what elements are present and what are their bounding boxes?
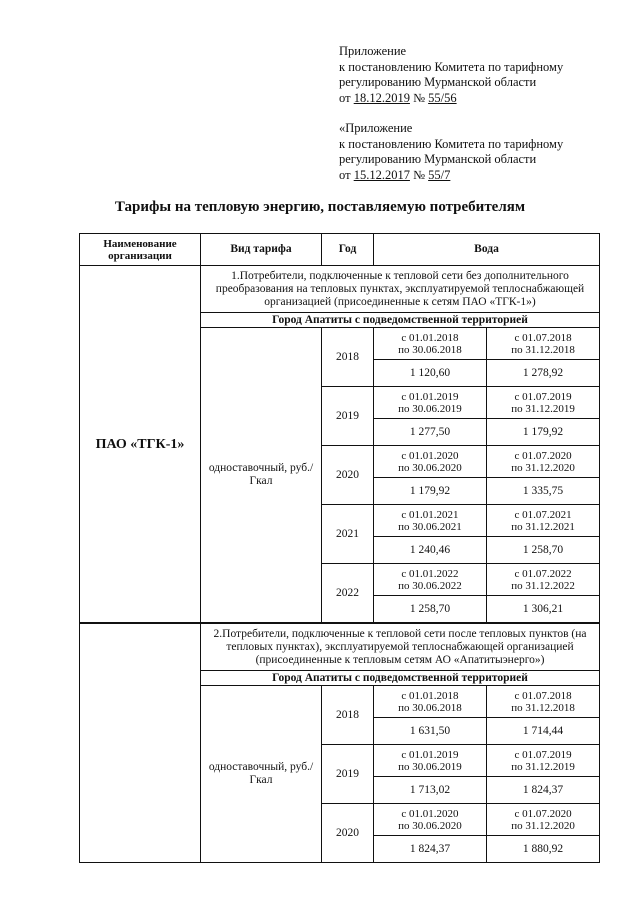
tariff-value-first-half: 1 258,70: [374, 596, 487, 624]
appendix-block-previous: [339, 121, 624, 183]
tariff-type-cell: одноставочный, руб./Гкал: [201, 328, 322, 624]
tariff-value-first-half: 1 120,60: [374, 360, 487, 387]
year-cell: 2022: [322, 564, 374, 624]
appendix-date-line: [339, 91, 624, 107]
tariff-value-second-half: 1 714,44: [487, 718, 600, 745]
number-sign: №: [413, 90, 425, 105]
appendix-label: Приложение: [339, 44, 407, 58]
tariff-value-second-half: 1 824,37: [487, 777, 600, 804]
year-cell: 2021: [322, 505, 374, 564]
period-first-half: с 01.01.2021 по 30.06.2021: [374, 505, 487, 537]
col-header-year: Год: [322, 234, 374, 266]
page-title: Тарифы на тепловую энергию, поставляемую потребителям: [114, 199, 526, 215]
period-first-half: с 01.01.2019 по 30.06.2019: [374, 387, 487, 419]
table-header-row: [80, 234, 600, 266]
tariff-value-second-half: 1 179,92: [487, 419, 600, 446]
tariff-value-first-half: 1 277,50: [374, 419, 487, 446]
tariff-value-second-half: 1 335,75: [487, 478, 600, 505]
section-description-row: [80, 623, 600, 671]
appendix-ref-line: регулированию Мурманской области: [339, 75, 537, 89]
appendix-number: 55/56: [428, 90, 457, 105]
tariff-value-first-half: 1 824,37: [374, 836, 487, 863]
appendix-ref-line: регулированию Мурманской области: [339, 152, 537, 166]
city-name: Город Апатиты с подведомственной территорией: [201, 671, 600, 686]
period-second-half: с 01.07.2020 по 31.12.2020: [487, 446, 600, 478]
appendix-number: 55/7: [428, 167, 451, 182]
year-cell: 2020: [322, 804, 374, 863]
section-description: 1.Потребители, подключенные к тепловой сети без дополнительного преобразования на тепловых пунктах, эксплуатируемой теплоснабжающей организацией (присоединенные к сетям ПАО «ТГК-1»): [201, 266, 600, 313]
period-second-half: с 01.07.2018 по 31.12.2018: [487, 328, 600, 360]
appendix-date: 15.12.2017: [353, 167, 410, 182]
year-cell: 2018: [322, 686, 374, 745]
year-cell: 2019: [322, 387, 374, 446]
col-header-water: Вода: [374, 234, 600, 266]
org-cell-continued: [80, 623, 201, 863]
period-first-half: с 01.01.2022 по 30.06.2022: [374, 564, 487, 596]
tariff-value-first-half: 1 240,46: [374, 537, 487, 564]
org-name-cell: ПАО «ТГК-1»: [80, 266, 201, 624]
year-cell: 2020: [322, 446, 374, 505]
year-cell: 2019: [322, 745, 374, 804]
tariff-table: [79, 233, 600, 863]
appendix-block-current: [339, 44, 624, 106]
col-header-tariff: Вид тарифа: [201, 234, 322, 266]
period-second-half: с 01.07.2021 по 31.12.2021: [487, 505, 600, 537]
period-first-half: с 01.01.2019 по 30.06.2019: [374, 745, 487, 777]
tariff-type-cell: одноставочный, руб./Гкал: [201, 686, 322, 863]
period-second-half: с 01.07.2019 по 31.12.2019: [487, 387, 600, 419]
tariff-value-first-half: 1 631,50: [374, 718, 487, 745]
col-header-org: Наименование организации: [80, 234, 201, 266]
period-second-half: с 01.07.2020 по 31.12.2020: [487, 804, 600, 836]
year-cell: 2018: [322, 328, 374, 387]
period-first-half: с 01.01.2020 по 30.06.2020: [374, 446, 487, 478]
appendix-date: 18.12.2019: [353, 90, 410, 105]
number-sign: №: [413, 167, 425, 182]
tariff-value-second-half: 1 306,21: [487, 596, 600, 624]
period-first-half: с 01.01.2018 по 30.06.2018: [374, 328, 487, 360]
period-first-half: с 01.01.2020 по 30.06.2020: [374, 804, 487, 836]
period-second-half: с 01.07.2018 по 31.12.2018: [487, 686, 600, 718]
document-header: [339, 44, 624, 183]
appendix-ref-line: к постановлению Комитета по тарифному: [339, 59, 564, 74]
section-description-row: [80, 266, 600, 313]
section-description: 2.Потребители, подключенные к тепловой сети после тепловых пунктов (на тепловых пунктах), эксплуатируемой теплоснабжающей организацией (присоединенные к тепловым сетям АО «Апатитыэнерго»): [201, 623, 600, 671]
period-second-half: с 01.07.2019 по 31.12.2019: [487, 745, 600, 777]
appendix-date-line: [339, 168, 624, 184]
tariff-value-first-half: 1 179,92: [374, 478, 487, 505]
tariff-value-first-half: 1 713,02: [374, 777, 487, 804]
tariff-value-second-half: 1 278,92: [487, 360, 600, 387]
appendix-ref-line: к постановлению Комитета по тарифному: [339, 136, 564, 151]
period-second-half: с 01.07.2022 по 31.12.2022: [487, 564, 600, 596]
appendix-label: «Приложение: [339, 121, 413, 135]
date-prefix: от: [339, 167, 351, 182]
tariff-value-second-half: 1 258,70: [487, 537, 600, 564]
city-name: Город Апатиты с подведомственной территорией: [201, 313, 600, 328]
tariff-value-second-half: 1 880,92: [487, 836, 600, 863]
period-first-half: с 01.01.2018 по 30.06.2018: [374, 686, 487, 718]
date-prefix: от: [339, 90, 351, 105]
